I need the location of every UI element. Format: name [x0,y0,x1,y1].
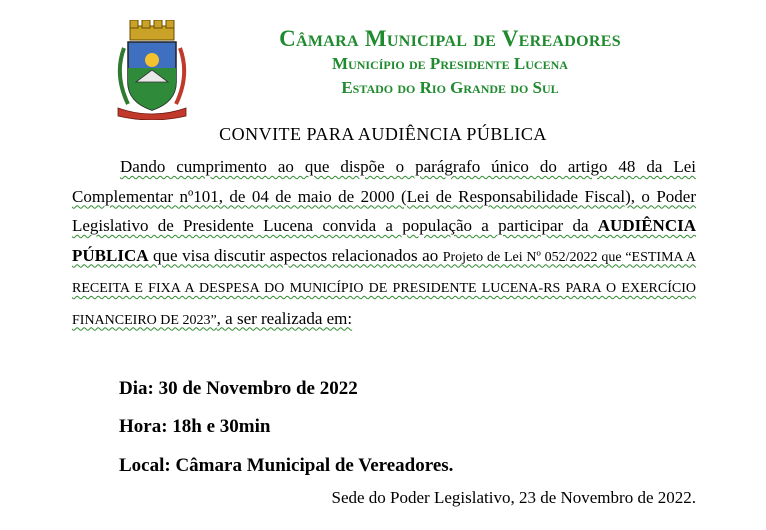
event-time: Hora: 18h e 30min [119,416,271,437]
municipal-coat-of-arms-icon [112,20,192,120]
event-date: Dia: 30 de Novembro de 2022 [119,378,358,399]
body-text-1: Dando cumprimento ao que dispõe o parágrafo único do artigo 48 da Lei Complementar nº101, de 04 de maio de 2000 (Lei de Responsabilidade Fiscal), o Poder Legislativo de Presidente Lucena convida a população a participar da [72,157,696,235]
body-text-2: que visa discutir aspectos relacionados ao [148,245,443,265]
page-title: CONVITE PARA AUDIÊNCIA PÚBLICA [219,124,547,144]
body-text-3: , a ser realizada em: [216,308,353,328]
body-bill-reference: Projeto de Lei Nº 052/2022 que “ESTIMA A RECEITA E FIXA A DESPESA DO MUNICÍPIO DE PRESIDENTE LUCENA-RS PARA O EXERCÍCIO FINANCEIRO DE 2023” [72,249,696,328]
signature-date-line: Sede do Poder Legislativo, 23 de Novembro de 2022. [331,488,696,507]
header-municipality: Município de Presidente Lucena [332,54,568,73]
body-bold: AUDIÊNCIA PÚBLICA [72,216,696,265]
invitation-body [72,152,696,335]
header-state: Estado do Rio Grande do Sul [341,78,559,97]
event-location: Local: Câmara Municipal de Vereadores. [119,455,454,476]
invitation-paragraph [72,152,696,335]
header-title: Câmara Municipal de Vereadores [279,26,621,51]
